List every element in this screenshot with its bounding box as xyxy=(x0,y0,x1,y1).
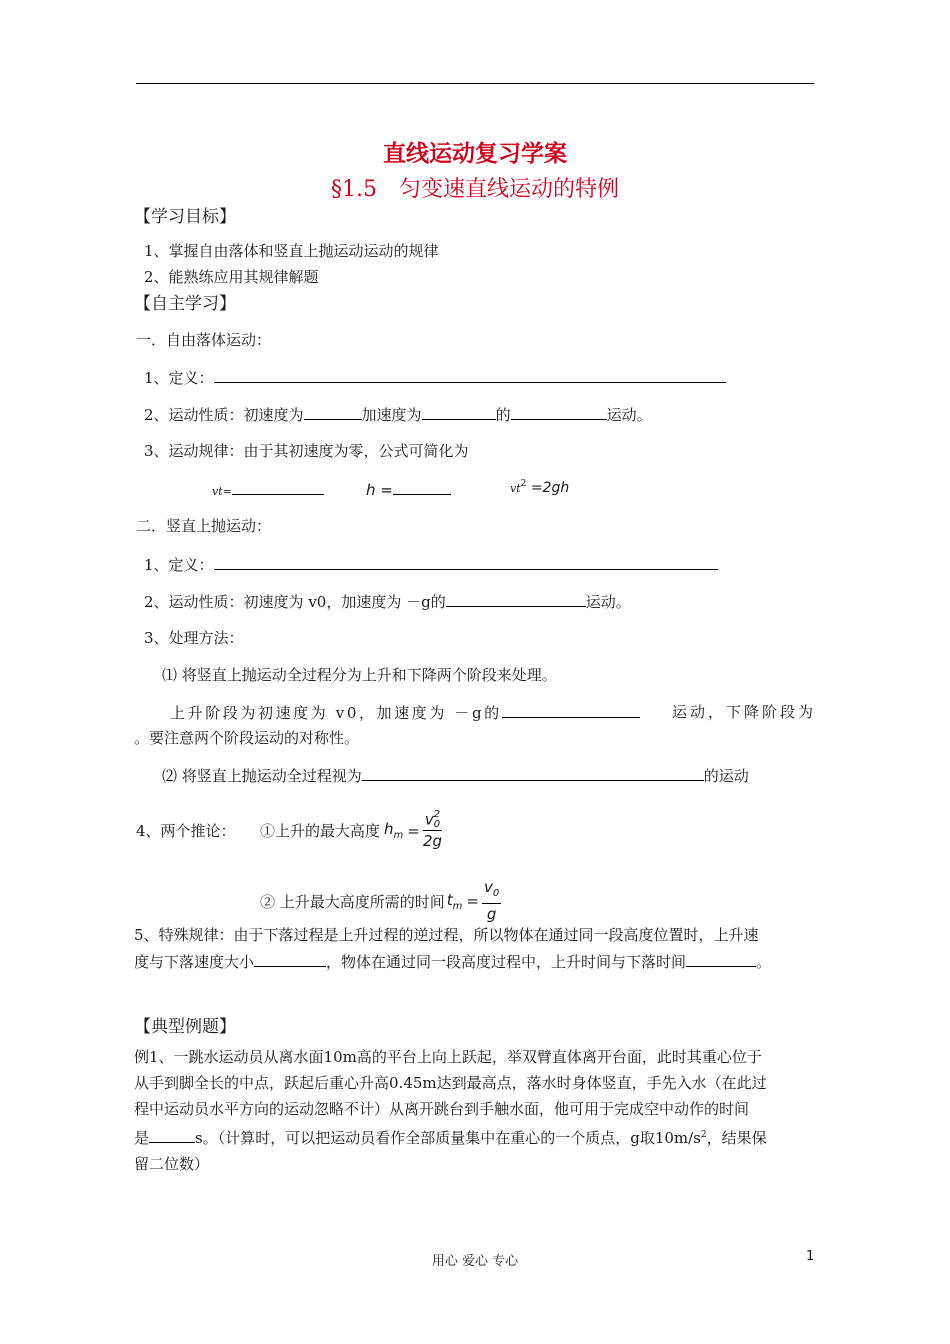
formula-vt2-rhs: =2gh xyxy=(526,480,570,496)
formula-vt2 xyxy=(510,478,569,496)
hm-den: 2g xyxy=(422,832,443,850)
vu-method-2 xyxy=(162,764,749,786)
motion-type-blank[interactable] xyxy=(511,403,607,420)
special-text-b: ，物体在通过同一段高度过程中，上升时间与下落时间 xyxy=(326,952,687,971)
ex1-text-c: ，结果保 xyxy=(706,1129,767,1147)
hm-fraction xyxy=(423,810,442,851)
formula-h xyxy=(366,478,451,499)
example-1-line2: 从手到脚全长的中点，跃起后重心升高0.45m达到最高点，落水时身体竖直，手先入水（在此过 xyxy=(134,1074,767,1092)
vertical-up-heading: 二．竖直上抛运动： xyxy=(136,517,272,535)
special-rule-line1: 5、特殊规律：由于下落过程是上升过程的逆过程，所以物体在通过同一段高度位置时，上升速 xyxy=(134,926,759,944)
example-1-line5: 留二位数） xyxy=(134,1155,210,1173)
free-fall-heading: 一．自由落体运动： xyxy=(136,331,272,349)
special-rule xyxy=(134,922,816,975)
hm-num-v: v xyxy=(424,810,434,829)
doc-subtitle: §1.5 匀变速直线运动的特例 xyxy=(331,177,619,202)
doc-title: 直线运动复习学案 xyxy=(383,141,567,167)
vu-m2-text-2: 的运动 xyxy=(703,767,749,785)
equals-1: = xyxy=(407,821,420,840)
answer-blank[interactable] xyxy=(149,1126,195,1143)
special-text-c: 。 xyxy=(756,952,772,971)
header-rule xyxy=(136,83,814,84)
tm-den: g xyxy=(486,905,497,923)
inference-1 xyxy=(136,810,442,851)
time-compare-blank[interactable] xyxy=(686,950,756,967)
formula-h-label: h = xyxy=(366,481,393,499)
vu-method: 3、处理方法： xyxy=(144,629,244,647)
hm-num-sup: 2 xyxy=(433,809,441,820)
formula-h-blank[interactable] xyxy=(393,478,451,495)
self-study-heading: 【自主学习】 xyxy=(134,294,236,314)
goal-item-2: 2、能熟练应用其规律解题 xyxy=(144,268,319,286)
vu-method-1: ⑴ 将竖直上抛运动全过程分为上升和下降两个阶段来处理。 xyxy=(162,666,557,684)
page-footer: 用心 爱心 专心 xyxy=(431,1254,519,1269)
vertical-up-definition xyxy=(144,553,718,575)
vu-detail-text-1: 上升阶段为初速度为 v0，加速度为 －g的 xyxy=(170,704,502,722)
formula-vt xyxy=(212,478,324,499)
nature-text-2: 加速度为 xyxy=(361,406,422,424)
vu-motion-blank[interactable] xyxy=(446,590,586,607)
free-fall-nature xyxy=(144,403,652,425)
formula-vt-blank[interactable] xyxy=(232,478,324,495)
formula-vt2-var: vt xyxy=(510,482,521,495)
tm-num-sub: 0 xyxy=(492,888,500,899)
example-1-line4 xyxy=(134,1122,816,1151)
goals-heading: 【学习目标】 xyxy=(134,207,236,227)
goal-item-1: 1、掌握自由落体和竖直上抛运动运动的规律 xyxy=(144,242,439,260)
initial-velocity-blank[interactable] xyxy=(304,403,362,420)
tm-sub: m xyxy=(452,900,463,912)
vu-detail-text-2: 运动，下降阶段为 xyxy=(671,703,816,721)
vu-definition-blank[interactable] xyxy=(214,553,718,570)
hm-sub: m xyxy=(393,830,404,841)
ex1-text-b: s。（计算时，可以把运动员看作全部质量集中在重心的一个质点，g取10m/s xyxy=(195,1129,701,1147)
tm-fraction xyxy=(482,878,501,924)
inference-2 xyxy=(260,878,501,924)
special-rule-line2 xyxy=(134,949,816,976)
example-1-line3: 程中运动员水平方向的运动忽略不计）从离开跳台到手触水面，他可用于完成空中动作的时间 xyxy=(134,1100,750,1118)
vu-method-1-line2: 。要注意两个阶段运动的对称性。 xyxy=(134,729,360,747)
vu-method-1-detail xyxy=(170,701,816,723)
ex1-sup: 2 xyxy=(700,1130,707,1140)
vertical-up-nature xyxy=(144,590,631,612)
nature-text-3: 的 xyxy=(495,406,511,424)
acceleration-blank[interactable] xyxy=(422,403,496,420)
vu-rise-blank[interactable] xyxy=(502,701,640,718)
examples-heading: 【典型例题】 xyxy=(134,1017,236,1037)
ex1-text-a: 是 xyxy=(134,1129,150,1147)
formula-vt2-sup: 2 xyxy=(520,479,527,489)
hm-var xyxy=(384,820,403,841)
tm-num-v: v xyxy=(484,878,493,896)
formula-vt-label: vt= xyxy=(212,485,232,498)
inference-2-text: ② 上升最大高度所需的时间 xyxy=(260,892,445,911)
special-text-a: 度与下落速度大小 xyxy=(134,952,255,971)
free-fall-law: 3、运动规律：由于其初速度为零，公式可简化为 xyxy=(144,442,469,460)
vu-m2-text-1: ⑵ 将竖直上抛运动全过程视为 xyxy=(162,767,362,785)
nature-text-4: 运动。 xyxy=(606,406,652,424)
vu-nature-text-1: 2、运动性质：初速度为 v0，加速度为 －g的 xyxy=(144,593,446,611)
inference-1-text: ①上升的最大高度 xyxy=(260,822,381,840)
nature-text-1: 2、运动性质：初速度为 xyxy=(144,406,304,424)
tm-t: t xyxy=(446,890,453,909)
inference-label: 4、两个推论： xyxy=(136,822,236,840)
free-fall-definition xyxy=(144,366,726,388)
vu-definition-label: 1、定义： xyxy=(144,556,214,574)
equals-2: = xyxy=(466,892,479,910)
vu-m2-blank[interactable] xyxy=(362,764,704,781)
example-1-line1: 例1、一跳水运动员从离水面10m高的平台上向上跃起，举双臂直体离开台面，此时其重心位于 xyxy=(134,1048,762,1066)
tm-var xyxy=(447,891,463,912)
vu-nature-text-2: 运动。 xyxy=(585,593,631,611)
example-1 xyxy=(134,1044,816,1177)
page-number: 1 xyxy=(806,1249,815,1264)
hm-num-sub: 0 xyxy=(433,819,441,830)
speed-compare-blank[interactable] xyxy=(254,950,326,967)
definition-blank[interactable] xyxy=(214,366,726,383)
definition-label: 1、定义： xyxy=(144,369,214,387)
hm-h: h xyxy=(384,820,394,838)
